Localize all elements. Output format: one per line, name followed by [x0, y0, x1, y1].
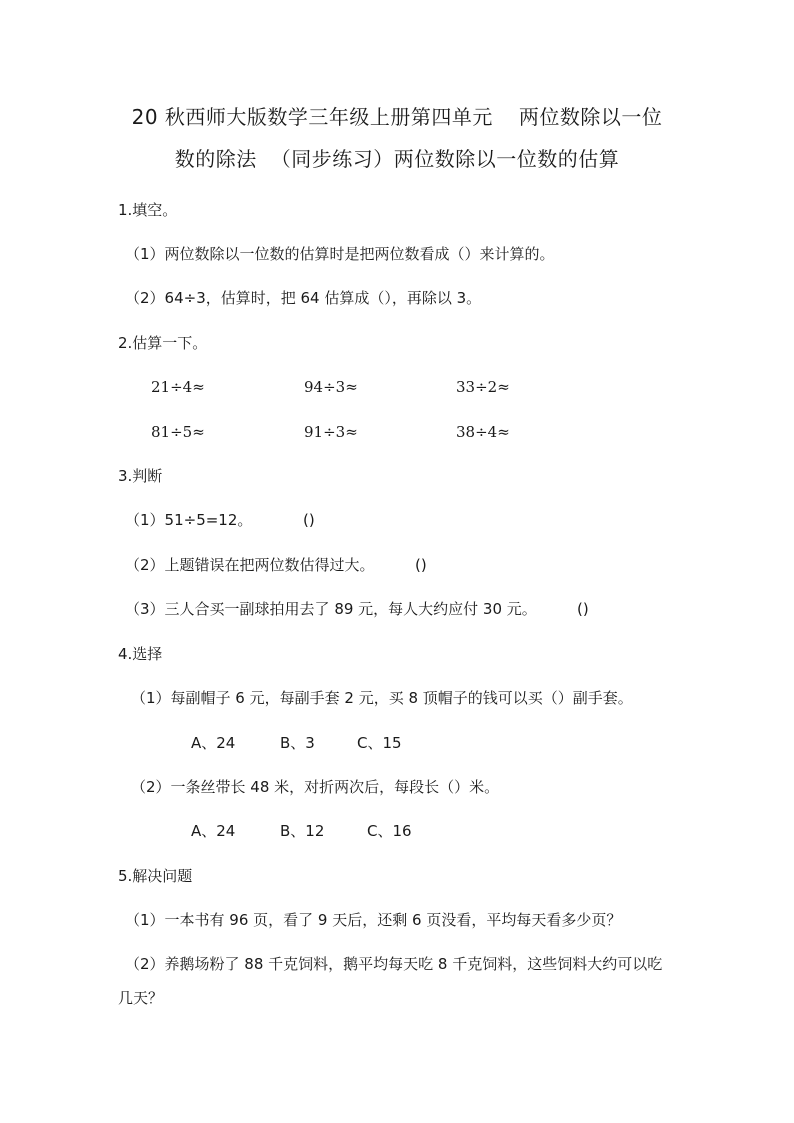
estimate-item: 81÷5≈: [151, 423, 205, 441]
section-4-heading: 4.选择: [118, 645, 163, 663]
estimate-item: 91÷3≈: [304, 423, 358, 441]
title-part-3: 数的除法: [174, 147, 257, 171]
section-5-question-2-line-2: 几天？: [118, 989, 164, 1007]
choice-option-b: B、3: [280, 734, 315, 752]
section-5-question-1: （1）一本书有 96 页，看了 9 天后，还剩 6 页没看，平均每天看多少页？: [125, 911, 622, 929]
section-3-question-1: （1）51÷5=12。: [125, 511, 253, 529]
title-part-4: （同步练习）两位数除以一位数的估算: [270, 147, 620, 171]
section-1-question-2: （2）64÷3，估算时，把 64 估算成（），再除以 3。: [125, 289, 482, 307]
estimate-item: 33÷2≈: [456, 378, 510, 396]
choice-option-c: C、16: [367, 822, 412, 840]
title-part-2: 两位数除以一位: [518, 105, 663, 129]
section-4-question-2: （2）一条丝带长 48 米，对折两次后，每段长（）米。: [131, 778, 500, 796]
page-title-line-2: [0, 145, 794, 173]
section-1-question-1: （1）两位数除以一位数的估算时是把两位数看成（）来计算的。: [125, 245, 555, 263]
estimate-item: 38÷4≈: [456, 423, 510, 441]
section-3-heading: 3.判断: [118, 467, 163, 485]
choice-option-a: A、24: [191, 734, 236, 752]
title-part-1: 20 秋西师大版数学三年级上册第四单元: [131, 105, 493, 129]
choice-option-c: C、15: [357, 734, 402, 752]
page-title-line-1: [0, 103, 794, 131]
section-5-question-2-line-1: （2）养鹅场粉了 88 千克饲料，鹅平均每天吃 8 千克饲料，这些饲料大约可以吃: [125, 955, 663, 973]
section-4-question-1: （1）每副帽子 6 元，每副手套 2 元，买 8 顶帽子的钱可以买（）副手套。: [131, 689, 633, 707]
section-3-question-2: （2）上题错误在把两位数估得过大。: [125, 556, 375, 574]
section-3-question-3: （3）三人合买一副球拍用去了 89 元，每人大约应付 30 元。: [125, 600, 537, 618]
section-5-heading: 5.解决问题: [118, 867, 193, 885]
answer-parentheses: (): [303, 511, 315, 529]
section-1-heading: 1.填空。: [118, 201, 178, 219]
choice-option-a: A、24: [191, 822, 236, 840]
estimate-item: 21÷4≈: [151, 378, 205, 396]
answer-parentheses: (): [577, 600, 589, 618]
estimate-item: 94÷3≈: [304, 378, 358, 396]
section-2-heading: 2.估算一下。: [118, 334, 208, 352]
choice-option-b: B、12: [280, 822, 325, 840]
answer-parentheses: (): [415, 556, 427, 574]
